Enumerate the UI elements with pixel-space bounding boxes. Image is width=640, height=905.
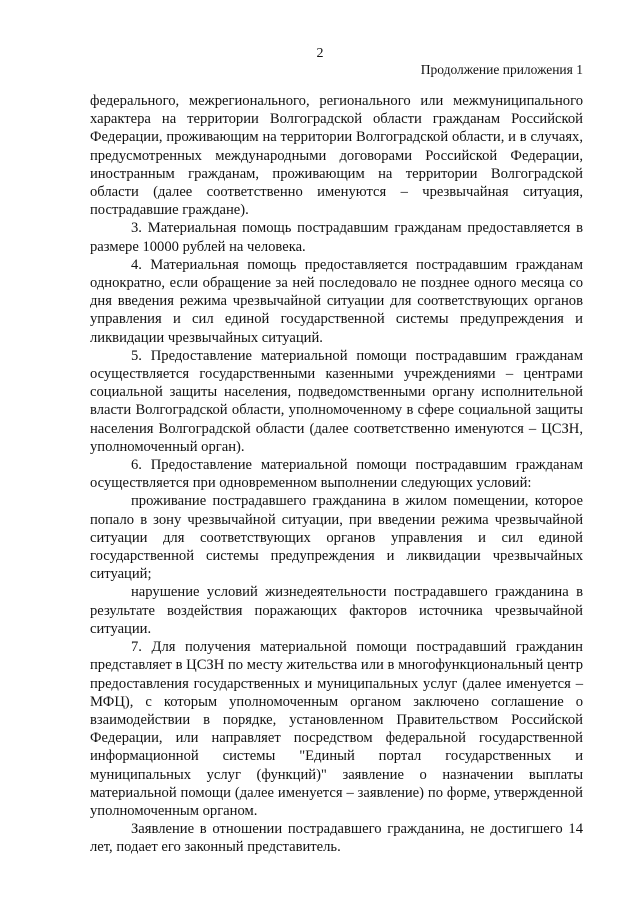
paragraph-continuation: федерального, межрегионального, регионального или межмуниципального характера на территории Волгоградской области гражданам Российской Федерации, проживающим на территории Волгоградской области, и в случаях, предусмотренных международными договорами Российской Федерации, иностранным гражданам, проживающим на территории Волгоградской области (далее соответственно именуются – чрезвычайная ситуация, пострадавшие граждане). — [90, 93, 583, 219]
condition-residence: проживание пострадавшего гражданина в жилом помещении, которое попало в зону чрезвычайной ситуации, при введении режима чрезвычайной ситуации для соответствующих органов управления и сил единой государственной системы предупреждения и ликвидации чрезвычайных ситуаций; — [90, 493, 583, 583]
document-body — [90, 92, 583, 857]
page-number: 2 — [316, 46, 324, 61]
paragraph-item-4: 4. Материальная помощь предоставляется пострадавшим гражданам однократно, если обращение за ней последовало не позднее одного месяца со дня введения режима чрезвычайной ситуации для соответствующих органов управления и сил единой государственной системы предупреждения и ликвидации чрезвычайных ситуаций. — [90, 256, 583, 346]
appendix-continuation-note: Продолжение приложения 1 — [420, 62, 583, 77]
condition-living-disruption: нарушение условий жизнедеятельности пострадавшего гражданина в результате воздействия поражающих факторов источника чрезвычайной ситуации. — [90, 584, 583, 637]
paragraph-minor-representative: Заявление в отношении пострадавшего гражданина, не достигшего 14 лет, подает его законный представитель. — [90, 821, 583, 856]
paragraph-item-3: 3. Материальная помощь пострадавшим гражданам предоставляется в размере 10000 рублей на человека. — [90, 220, 583, 255]
paragraph-item-6: 6. Предоставление материальной помощи пострадавшим гражданам осуществляется при одновременном выполнении следующих условий: — [90, 457, 583, 492]
paragraph-item-5: 5. Предоставление материальной помощи пострадавшим гражданам осуществляется государственными казенными учреждениями – центрами социальной защиты населения, подведомственными органу исполнительной власти Волгоградской области, уполномоченному в сфере социальной защиты населения Волгоградской области (далее соответственно именуются – ЦСЗН, уполномоченный орган). — [90, 347, 583, 455]
paragraph-item-7: 7. Для получения материальной помощи пострадавший гражданин представляет в ЦСЗН по месту жительства или в многофункциональный центр предоставления государственных и муниципальных услуг (далее именуется – МФЦ), с которым уполномоченным органом заключено соглашение о взаимодействии в порядке, установленном Правительством Российской Федерации, или направляет посредством федеральной государственной информационной системы "Единый портал государственных и муниципальных услуг (функций)" заявление о назначении выплаты материальной помощи (далее именуется – заявление) по форме, утвержденной уполномоченным органом. — [90, 639, 583, 819]
